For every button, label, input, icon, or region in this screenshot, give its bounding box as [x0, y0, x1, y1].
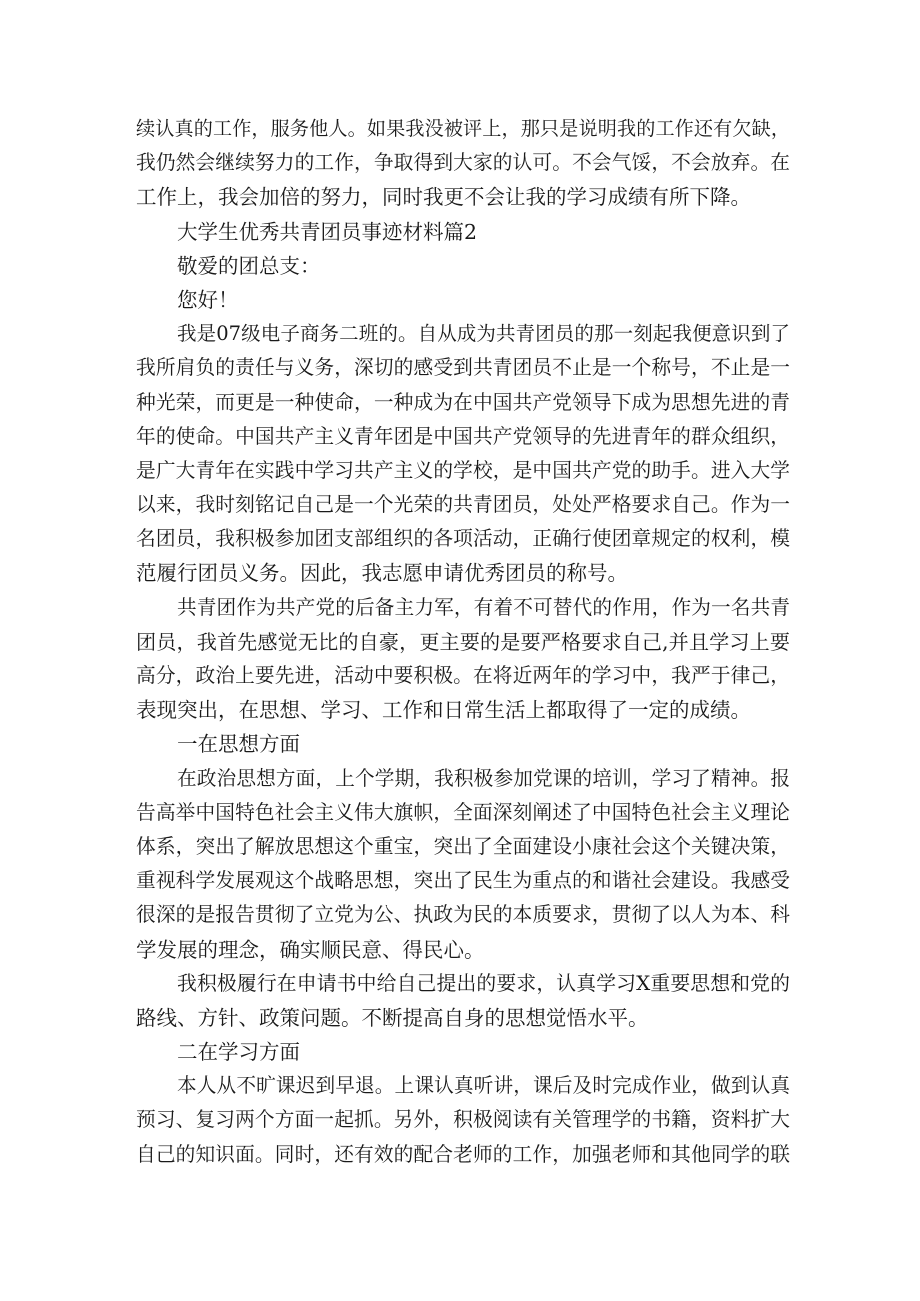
text-line: 预习、复习两个方面一起抓。另外，积极阅读有关管理学的书籍，资料扩大 — [136, 1108, 790, 1132]
text-line: 告高举中国特色社会主义伟大旗帜，全面深刻阐述了中国特色社会主义理论 — [136, 800, 790, 824]
text-line: 重视科学发展观这个战略思想，突出了民生为重点的和谐社会建设。我感受 — [136, 869, 790, 893]
text-line: 在政治思想方面，上个学期，我积极参加党课的培训，学习了精神。报 — [177, 766, 790, 790]
document-body — [136, 112, 790, 1172]
text-line: 路线、方针、政策问题。不断提高自身的思想觉悟水平。 — [136, 1005, 649, 1030]
text-line: 本人从不旷课迟到早退。上课认真听讲，课后及时完成作业，做到认真 — [177, 1074, 790, 1098]
text-line: 很深的是报告贯彻了立党为公、执政为民的本质要求，贯彻了以人为本、科 — [136, 903, 790, 927]
text-line: 我仍然会继续努力的工作，争取得到大家的认可。不会气馁，不会放弃。在 — [136, 151, 790, 175]
text-line: 我所肩负的责任与义务，深切的感受到共青团员不止是一个称号，不止是一 — [136, 356, 790, 380]
text-line: 名团员，我积极参加团支部组织的各项活动，正确行使团章规定的权利，模 — [136, 527, 790, 551]
text-line: 以来，我时刻铭记自己是一个光荣的共青团员，处处严格要求自己。作为一 — [136, 493, 790, 517]
text-line: 范履行团员义务。因此，我志愿申请优秀团员的称号。 — [136, 561, 628, 586]
text-line: 高分，政治上要先进，活动中要积极。在将近两年的学习中，我严于律己， — [136, 664, 790, 687]
section-heading: 大学生优秀共青团员事迹材料篇2 — [177, 219, 478, 244]
section-heading: 一在思想方面 — [177, 732, 300, 757]
text-line: 自己的知识面。同时，还有效的配合老师的工作，加强老师和其他同学的联 — [136, 1142, 790, 1166]
text-line: 团员，我首先感觉无比的自豪，更主要的是要严格要求自己,并且学习上要 — [136, 629, 790, 654]
text-line: 共青团作为共产党的后备主力军，有着不可替代的作用，作为一名共青 — [177, 595, 790, 619]
text-line: 我积极履行在申请书中给自己提出的要求，认真学习X重要思想和党的 — [177, 971, 790, 995]
salutation: 敬爱的团总支： — [177, 253, 321, 278]
text-line: 年的使命。中国共产主义青年团是中国共产党领导的先进青年的群众组织， — [136, 424, 790, 448]
text-line: 学发展的理念，确实顺民意、得民心。 — [136, 937, 485, 962]
text-line: 表现突出，在思想、学习、工作和日常生活上都取得了一定的成绩。 — [136, 698, 751, 723]
text-line: 我是07级电子商务二班的。自从成为共青团员的那一刻起我便意识到了 — [177, 322, 790, 346]
text-line: 种光荣，而更是一种使命，一种成为在中国共产党领导下成为思想先进的青 — [136, 390, 790, 414]
text-line: 续认真的工作，服务他人。如果我没被评上，那只是说明我的工作还有欠缺， — [136, 117, 790, 140]
text-line: 工作上，我会加倍的努力，同时我更不会让我的学习成绩有所下降。 — [136, 185, 751, 210]
greeting: 您好！ — [177, 287, 239, 312]
text-line: 体系，突出了解放思想这个重宝，突出了全面建设小康社会这个关键决策， — [136, 834, 790, 858]
section-heading: 二在学习方面 — [177, 1040, 300, 1065]
text-line: 是广大青年在实践中学习共产主义的学校，是中国共产党的助手。进入大学 — [136, 458, 790, 482]
